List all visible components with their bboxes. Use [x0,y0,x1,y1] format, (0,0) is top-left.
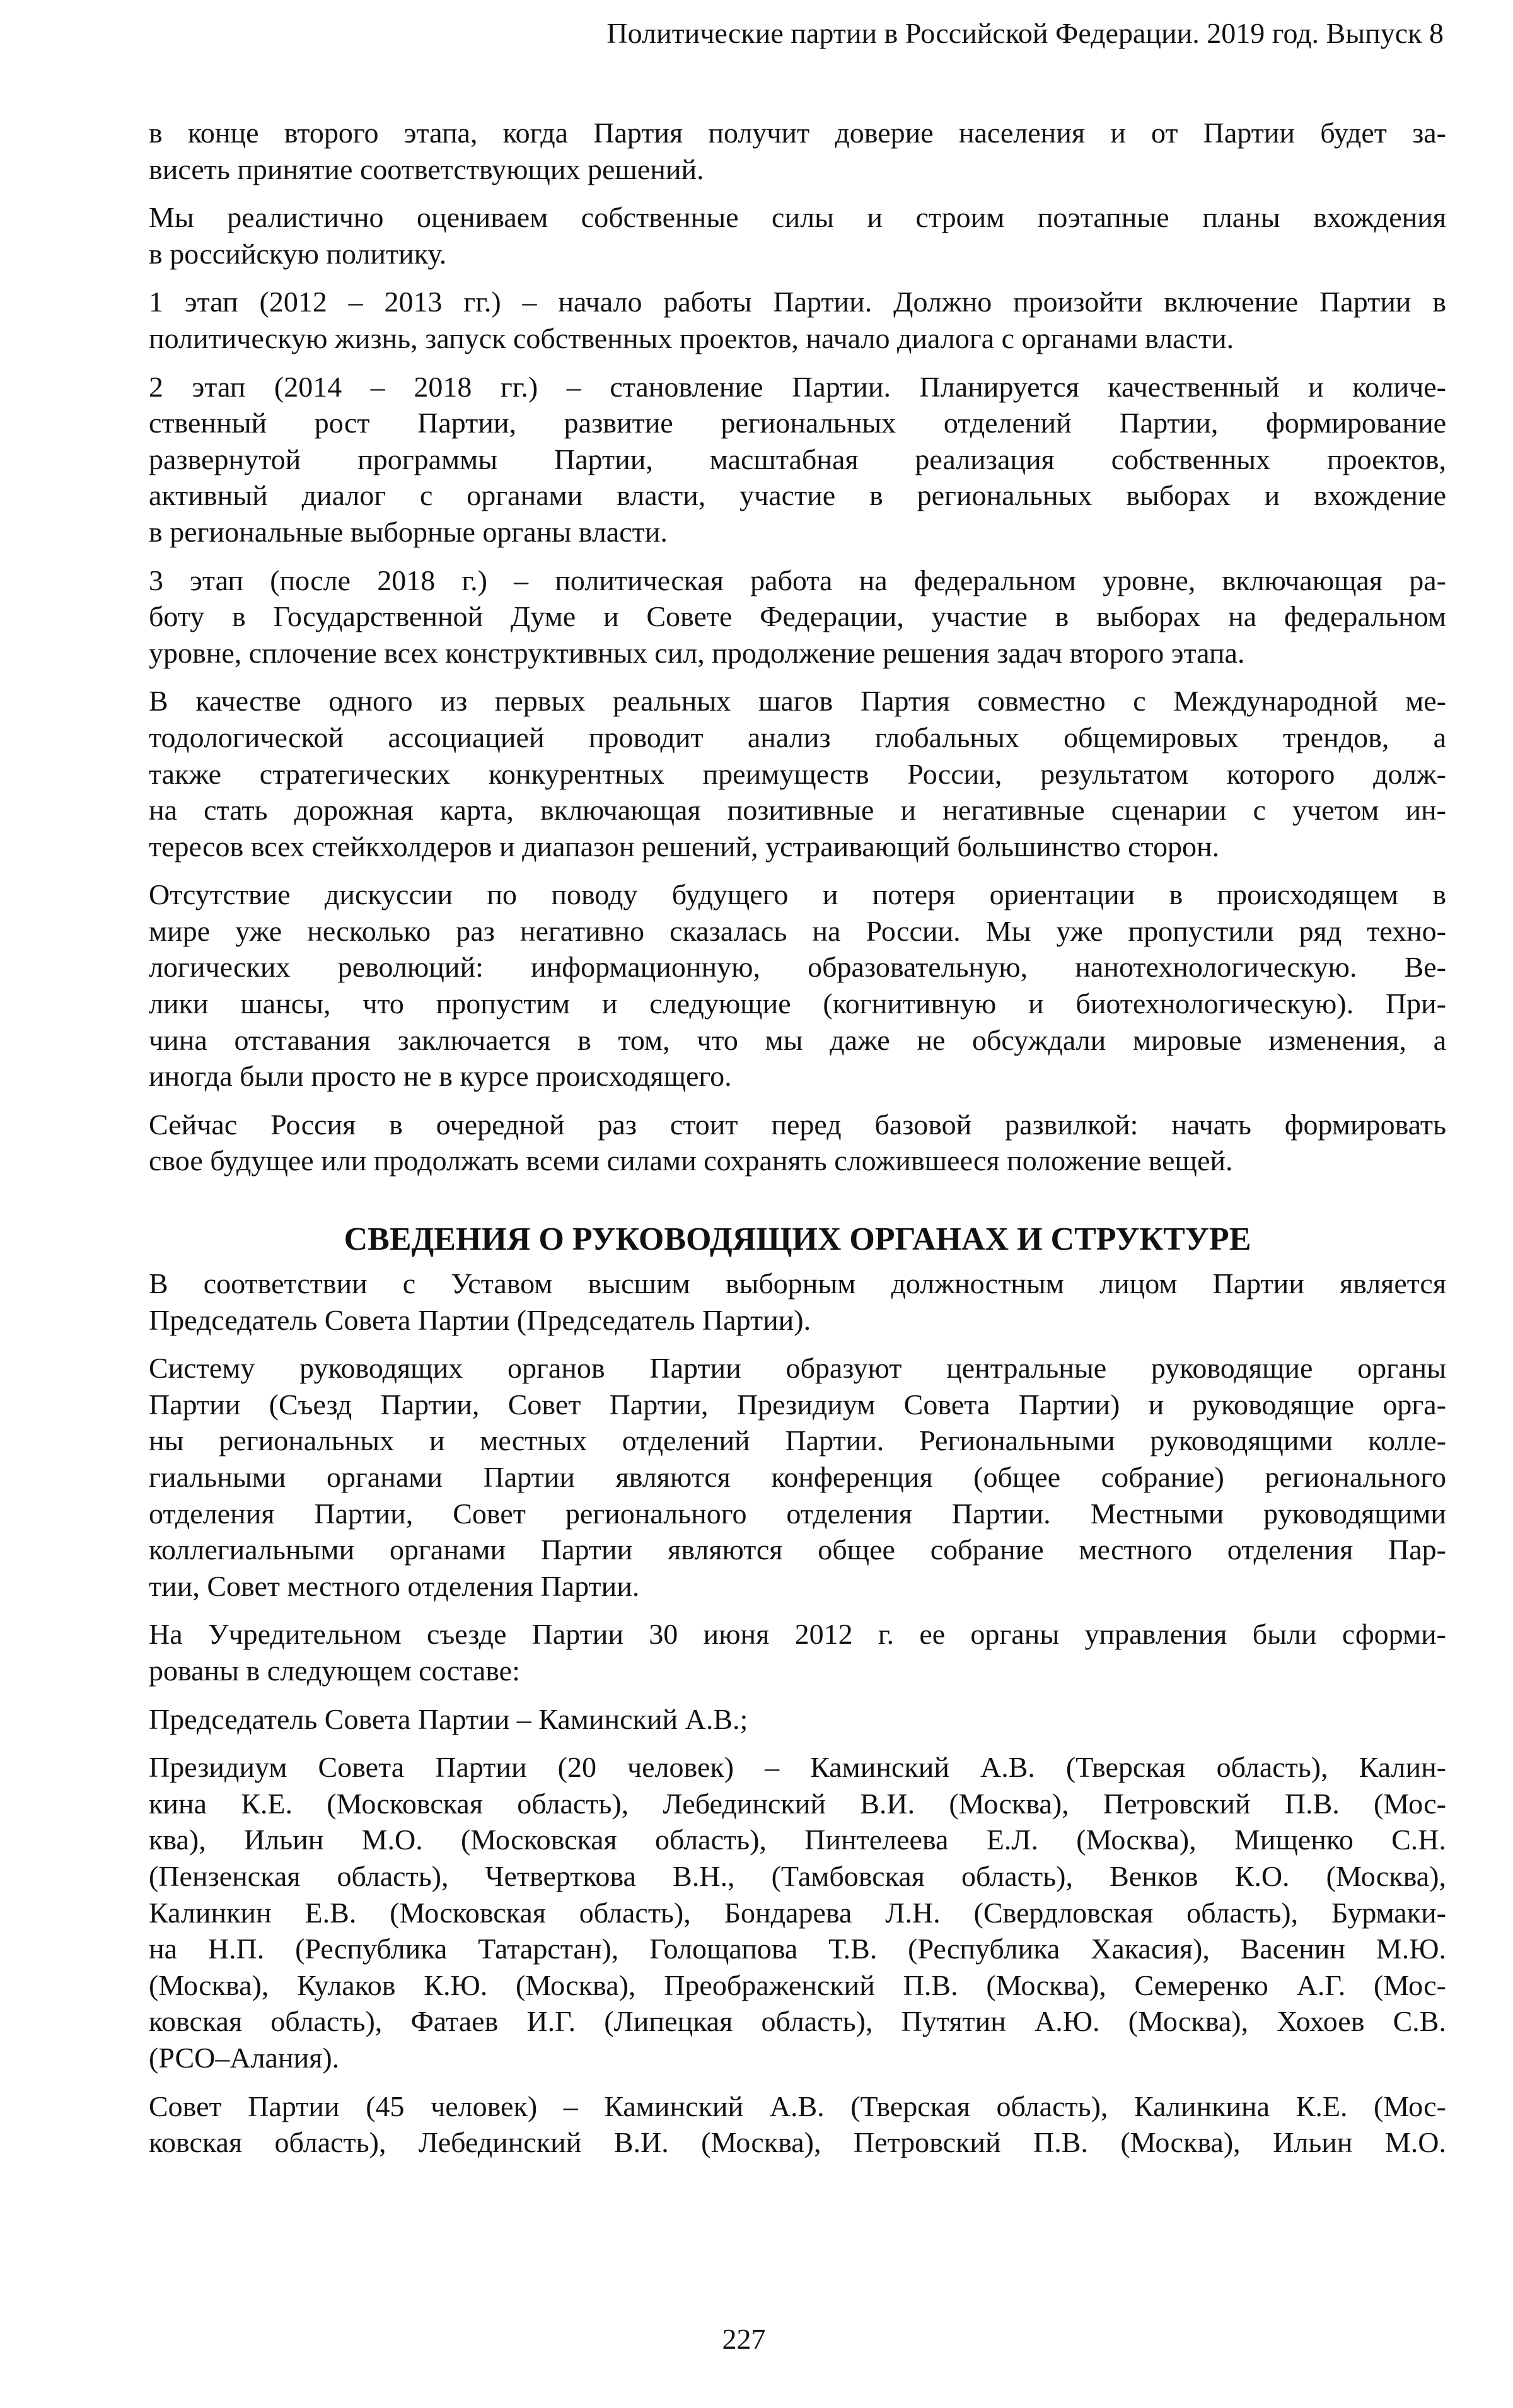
paragraph [149,2088,1446,2161]
paragraph [149,284,1446,356]
text-line: ковская область), Фатаев И.Г. (Липецкая область), Путятин А.Ю. (Москва), Хохоев С.В. [149,2005,1446,2038]
text-line: коллегиальными органами Партии являются общее собрание местного отделения Пар- [149,1533,1446,1566]
text-line: ственный рост Партии, развитие региональных отделений Партии, формирование [149,407,1446,439]
text-line: (Москва), Кулаков К.Ю. (Москва), Преображенский П.В. (Москва), Семеренко А.Г. (Мос- [149,1969,1446,2001]
text-line: рованы в следующем составе: [149,1654,520,1687]
text-line: Совет Партии (45 человек) – Каминский А.В. (Тверская область), Калинкина К.Е. (Мос- [149,2090,1446,2122]
text-line: Председатель Совета Партии – Каминский А.В.; [149,1702,748,1735]
page-body [149,115,1446,2173]
text-line: Сейчас Россия в очередной раз стоит перед базовой развилкой: начать формировать [149,1108,1446,1141]
text-line: Мы реалистично оцениваем собственные силы и строим поэтапные планы вхождения [149,201,1446,234]
text-line: в конце второго этапа, когда Партия получит доверие населения и от Партии будет за- [149,117,1446,149]
paragraph [149,115,1446,187]
text-line: также стратегических конкурентных преимуществ России, результатом которого долж- [149,757,1446,790]
text-line: кина К.Е. (Московская область), Лебединский В.И. (Москва), Петровский П.В. (Мос- [149,1787,1446,1820]
text-line: В соответствии с Уставом высшим выборным должностным лицом Партии является [149,1267,1446,1300]
paragraph [149,1749,1446,2076]
text-line: чина отставания заключается в том, что мы даже не обсуждали мировые изменения, а [149,1023,1446,1056]
text-line: ква), Ильин М.О. (Московская область), Пинтелеева Е.Л. (Москва), Мищенко С.Н. [149,1823,1446,1856]
text-line: Председатель Совета Партии (Председатель Партии). [149,1303,811,1336]
text-line: развернутой программы Партии, масштабная реализация собственных проектов, [149,443,1446,475]
text-line: 2 этап (2014 – 2018 гг.) – становление Партии. Планируется качественный и количе- [149,370,1446,403]
text-line: (Пензенская область), Четверткова В.Н., (Тамбовская область), Венков К.О. (Москва), [149,1859,1446,1892]
text-line: Отсутствие дискуссии по поводу будущего и потеря ориентации в происходящем в [149,878,1446,911]
text-line: иногда были просто не в курсе происходящего. [149,1060,732,1093]
text-line: на Н.П. (Республика Татарстан), Голощапова Т.В. (Республика Хакасия), Васенин М.Ю. [149,1933,1446,1965]
text-line: Систему руководящих органов Партии образуют центральные руководящие органы [149,1352,1446,1385]
text-line: отделения Партии, Совет регионального отделения Партии. Местными руководящими [149,1497,1446,1530]
text-line: В качестве одного из первых реальных шагов Партия совместно с Международной ме- [149,685,1446,718]
page-number: 227 [722,2323,766,2355]
text-line: активный диалог с органами власти, участие в региональных выборах и вхождение [149,479,1446,512]
paragraph [149,562,1446,672]
text-line: гиальными органами Партии являются конференция (общее собрание) регионального [149,1461,1446,1493]
paragraph [149,199,1446,272]
text-line: тодологической ассоциацией проводит анализ глобальных общемировых трендов, а [149,721,1446,753]
text-line: Партии (Съезд Партии, Совет Партии, Президиум Совета Партии) и руководящие орга- [149,1388,1446,1421]
paragraph [149,1701,1446,1738]
text-line: висеть принятие соответствующих решений. [149,153,704,185]
paragraph [149,1107,1446,1179]
text-line: 3 этап (после 2018 г.) – политическая работа на федеральном уровне, включающая ра- [149,564,1446,596]
text-line: (РСО–Алания). [149,2041,340,2074]
paragraph [149,1265,1446,1338]
paragraph [149,369,1446,550]
paragraph [149,1350,1446,1604]
text-line: уровне, сплочение всех конструктивных сил, продолжение решения задач второго этапа. [149,636,1245,669]
text-line: ковская область), Лебединский В.И. (Москва), Петровский П.В. (Москва), Ильин М.О. [149,2126,1446,2159]
text-line: Президиум Совета Партии (20 человек) – Каминский А.В. (Тверская область), Калин- [149,1751,1446,1784]
text-line: логических революций: информационную, образовательную, нанотехнологическую. Ве- [149,951,1446,984]
text-line: тересов всех стейкхолдеров и диапазон решений, устраивающий большинство сторон. [149,830,1220,863]
text-line: политическую жизнь, запуск собственных проектов, начало диалога с органами власти. [149,322,1234,354]
text-line: мире уже несколько раз негативно сказалась на России. Мы уже пропустили ряд техно- [149,914,1446,947]
text-line: на стать дорожная карта, включающая позитивные и негативные сценарии с учетом ин- [149,794,1446,827]
paragraph [149,1616,1446,1689]
text-line: Калинкин Е.В. (Московская область), Бондарева Л.Н. (Свердловская область), Бурмаки- [149,1896,1446,1929]
text-line: 1 этап (2012 – 2013 гг.) – начало работы Партии. Должно произойти включение Партии в [149,286,1446,318]
text-line: На Учредительном съезде Партии 30 июня 2012 г. ее органы управления были сформи- [149,1618,1446,1651]
text-line: боту в Государственной Думе и Совете Федерации, участие в выборах на федеральном [149,600,1446,633]
paragraph [149,683,1446,864]
text-line: в региональные выборные органы власти. [149,515,668,548]
text-line: ны региональных и местных отделений Партии. Региональными руководящими колле- [149,1424,1446,1457]
section-heading: СВЕДЕНИЯ О РУКОВОДЯЩИХ ОРГАНАХ И СТРУКТУРЕ [344,1221,1251,1258]
text-line: свое будущее или продолжать всеми силами сохранять сложившееся положение вещей. [149,1144,1233,1177]
paragraph [149,876,1446,1095]
running-header: Политические партии в Российской Федерации. 2019 год. Выпуск 8 [606,17,1444,49]
text-line: тии, Совет местного отделения Партии. [149,1569,640,1602]
text-line: в российскую политику. [149,237,447,270]
text-line: лики шансы, что пропустим и следующие (когнитивную и биотехнологическую). При- [149,987,1446,1020]
